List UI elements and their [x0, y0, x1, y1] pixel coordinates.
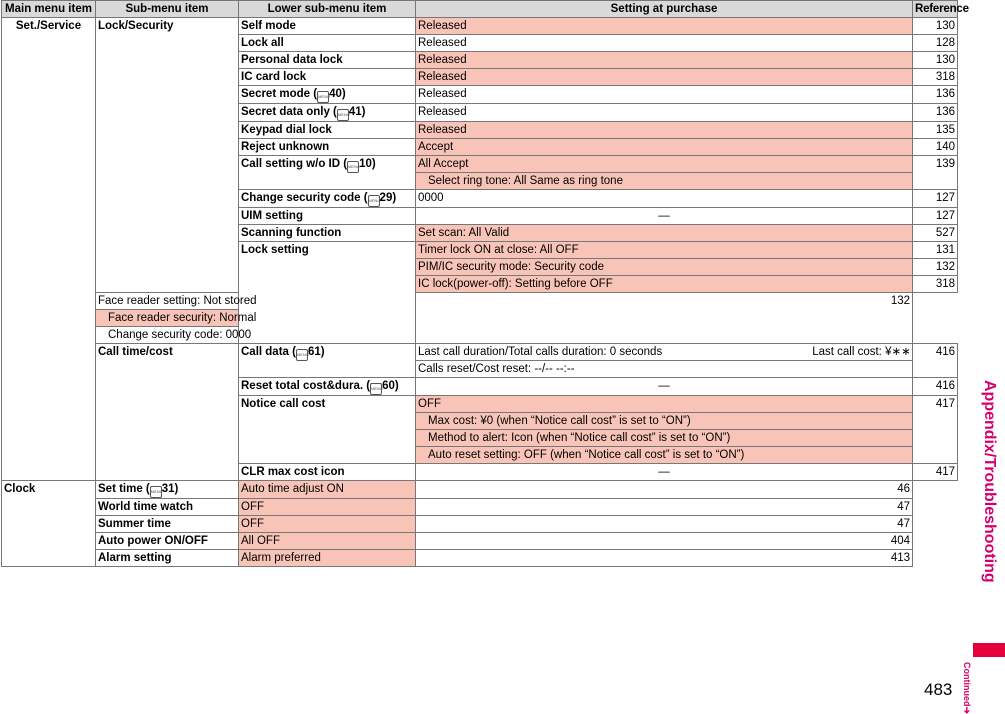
lower-item: CLR max cost icon — [239, 464, 416, 481]
setting-value: Released — [416, 86, 913, 104]
ref-page: 46 — [416, 481, 913, 499]
ref-page: 128 — [913, 35, 958, 52]
header-lower: Lower sub-menu item — [239, 1, 416, 18]
table-row — [2, 516, 958, 533]
menu-key-icon: MENU — [368, 195, 380, 207]
setting-value: Released — [416, 69, 913, 86]
setting-value: Released — [416, 18, 913, 35]
setting-value: PIM/IC security mode: Security code — [416, 259, 913, 276]
ref-page: 47 — [416, 499, 913, 516]
ref-page: 132 — [913, 259, 958, 276]
ref-page: 139 — [913, 156, 958, 190]
continued-label: Continued➔ — [962, 662, 972, 714]
sub-menu-lock-security: Lock/Security — [96, 18, 239, 293]
setting-value: Last call duration/Total calls duration: 0 seconds Last call cost: ¥∗∗ — [416, 344, 913, 361]
ref-page: 47 — [416, 516, 913, 533]
menu-key-icon: MENU — [347, 161, 359, 173]
ref-page: 136 — [913, 104, 958, 122]
section-tab-marker — [973, 643, 1005, 657]
setting-value: — — [416, 208, 913, 225]
setting-value: Auto time adjust ON — [239, 481, 416, 499]
header-row — [2, 1, 958, 18]
sub-menu-call-time-cost: Call time/cost — [96, 344, 239, 481]
header-sub: Sub-menu item — [96, 1, 239, 18]
setting-value: All Accept — [416, 156, 913, 173]
setting-value: Change security code: 0000 — [96, 327, 239, 344]
lower-item: Scanning function — [239, 225, 416, 242]
lower-item: UIM setting — [239, 208, 416, 225]
ref-page: 140 — [913, 139, 958, 156]
menu-key-icon: MENU — [296, 349, 308, 361]
setting-value: Released — [416, 122, 913, 139]
settings-table — [1, 0, 969, 567]
header-main: Main menu item — [2, 1, 96, 18]
lower-item: Lock setting — [239, 242, 416, 344]
ref-page: 132 — [416, 293, 913, 344]
lower-item: Set time (MENU31) — [96, 481, 239, 499]
lower-item: Call setting w/o ID (MENU10) — [239, 156, 416, 190]
setting-value: Select ring tone: All Same as ring tone — [416, 173, 913, 190]
ref-page: 416 — [913, 344, 958, 378]
table-row — [2, 550, 958, 567]
ref-page: 417 — [913, 396, 958, 464]
lower-item: Secret data only (MENU41) — [239, 104, 416, 122]
setting-value: OFF — [239, 499, 416, 516]
setting-value: Max cost: ¥0 (when “Notice call cost” is set to “ON”) — [416, 413, 913, 430]
setting-value: OFF — [239, 516, 416, 533]
sub-menu-clock: Clock — [2, 481, 96, 567]
setting-value: — — [416, 464, 913, 481]
lower-item: Alarm setting — [96, 550, 239, 567]
table-row — [2, 533, 958, 550]
lower-item: Reject unknown — [239, 139, 416, 156]
menu-key-icon: MENU — [150, 486, 162, 498]
setting-value: Face reader setting: Not stored — [96, 293, 239, 310]
lower-item: Self mode — [239, 18, 416, 35]
menu-key-icon: MENU — [370, 383, 382, 395]
setting-value: Method to alert: Icon (when “Notice call cost” is set to “ON”) — [416, 430, 913, 447]
setting-value: Face reader security: Normal — [96, 310, 239, 327]
lower-item: Personal data lock — [239, 52, 416, 69]
ref-page: 130 — [913, 52, 958, 69]
setting-value: Timer lock ON at close: All OFF — [416, 242, 913, 259]
ref-page: 404 — [416, 533, 913, 550]
table-row — [2, 18, 958, 35]
setting-value: Released — [416, 104, 913, 122]
lower-item: Reset total cost&dura. (MENU60) — [239, 378, 416, 396]
menu-key-icon: MENU — [337, 109, 349, 121]
lower-item: Summer time — [96, 516, 239, 533]
table-row — [2, 293, 958, 310]
lower-item: Call data (MENU61) — [239, 344, 416, 378]
setting-value: IC lock(power-off): Setting before OFF — [416, 276, 913, 293]
ref-page: 136 — [913, 86, 958, 104]
lower-item: Auto power ON/OFF — [96, 533, 239, 550]
setting-value: Released — [416, 35, 913, 52]
section-title-vertical: Appendix/Troubleshooting — [981, 380, 998, 583]
ref-page: 135 — [913, 122, 958, 139]
lower-item: Notice call cost — [239, 396, 416, 464]
ref-page: 527 — [913, 225, 958, 242]
ref-page: 318 — [913, 69, 958, 86]
lower-item: World time watch — [96, 499, 239, 516]
table-row — [2, 481, 958, 499]
setting-value: Accept — [416, 139, 913, 156]
setting-value: Auto reset setting: OFF (when “Notice call cost” is set to “ON”) — [416, 447, 913, 464]
header-ref: Reference — [913, 1, 958, 18]
page-number: 483 — [924, 680, 953, 699]
lower-item: Lock all — [239, 35, 416, 52]
setting-value: All OFF — [239, 533, 416, 550]
lower-item: Secret mode (MENU40) — [239, 86, 416, 104]
ref-page: 417 — [913, 464, 958, 481]
setting-value: — — [416, 378, 913, 396]
menu-key-icon: MENU — [317, 91, 329, 103]
setting-value: Calls reset/Cost reset: --/-- --:-- — [416, 361, 913, 378]
setting-value: Released — [416, 52, 913, 69]
ref-page: 131 — [913, 242, 958, 259]
lower-item: IC card lock — [239, 69, 416, 86]
lower-item: Keypad dial lock — [239, 122, 416, 139]
setting-value: OFF — [416, 396, 913, 413]
table-row — [2, 344, 958, 361]
setting-value: 0000 — [416, 190, 913, 208]
lower-item: Change security code (MENU29) — [239, 190, 416, 208]
setting-value: Alarm preferred — [239, 550, 416, 567]
setting-value: Set scan: All Valid — [416, 225, 913, 242]
table-row — [2, 499, 958, 516]
ref-page: 413 — [416, 550, 913, 567]
ref-page: 130 — [913, 18, 958, 35]
ref-page: 127 — [913, 190, 958, 208]
header-setting: Setting at purchase — [416, 1, 913, 18]
main-menu-item: Set./Service — [2, 18, 96, 481]
ref-page: 416 — [913, 378, 958, 396]
ref-page: 318 — [913, 276, 958, 293]
ref-page: 127 — [913, 208, 958, 225]
